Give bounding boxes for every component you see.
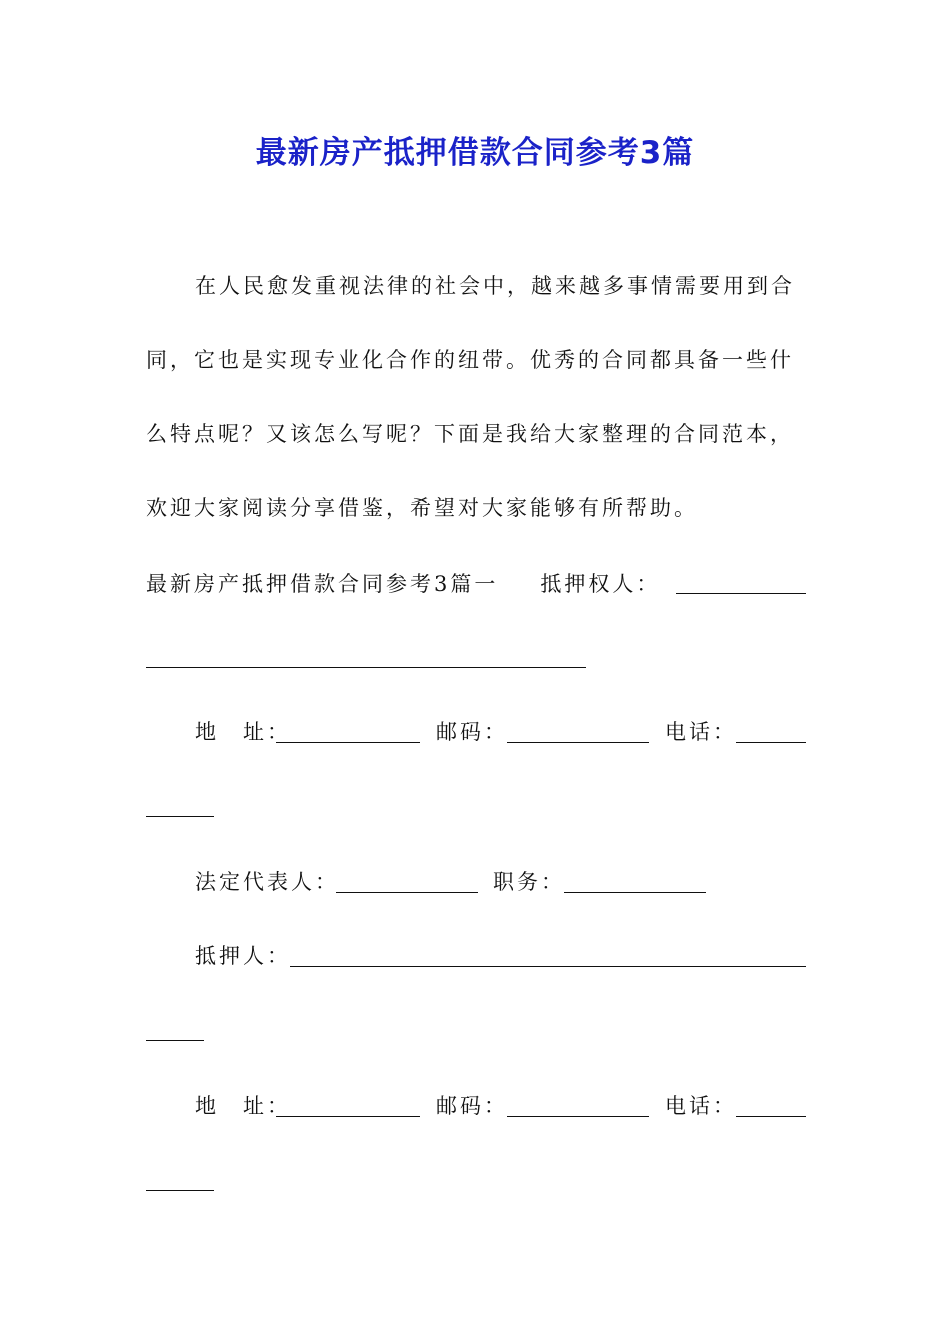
mortgagor-phone-blank[interactable] [736, 1116, 806, 1117]
mortgagee-phone-blank[interactable] [736, 742, 806, 743]
mortgagor-phone-label: 电话： [665, 1094, 737, 1118]
intro-line-4: 欢迎大家阅读分享借鉴，希望对大家能够有所帮助。 [146, 496, 698, 520]
mortgagor-blank[interactable] [290, 966, 806, 967]
mortgagee-postcode-blank[interactable] [507, 742, 649, 743]
phone-label: 电话： [665, 720, 737, 744]
intro-line-2: 同，它也是实现专业化合作的纽带。优秀的合同都具备一些什 [146, 348, 794, 372]
section-heading: 最新房产抵押借款合同参考3篇一 [146, 572, 499, 596]
section-heading-row [146, 568, 660, 600]
mortgagor-address-blank[interactable] [276, 1116, 420, 1117]
address-label: 地 址： [195, 720, 291, 744]
mortgagee-blank[interactable] [676, 593, 806, 594]
intro-line-3: 么特点呢？又该怎么写呢？下面是我给大家整理的合同范本， [146, 422, 794, 446]
mortgagee-address-blank[interactable] [276, 742, 420, 743]
document-title: 最新房产抵押借款合同参考3篇 [255, 135, 695, 171]
mortgagee-blank-continued[interactable] [146, 667, 586, 668]
mortgagor-address-label: 地 址： [195, 1094, 291, 1118]
mortgagor-postcode-blank[interactable] [507, 1116, 649, 1117]
mortgagor-phone-blank-continued[interactable] [146, 1190, 214, 1191]
legal-rep-blank[interactable] [336, 892, 478, 893]
mortgagor-postcode-label: 邮码： [436, 1094, 508, 1118]
mortgagee-address-row [195, 716, 291, 748]
intro-line-1: 在人民愈发重视法律的社会中，越来越多事情需要用到合 [195, 274, 795, 298]
mortgagee-phone-blank-continued[interactable] [146, 816, 214, 817]
position-blank[interactable] [564, 892, 706, 893]
mortgagor-label: 抵押人： [195, 944, 291, 968]
mortgagee-label: 抵押权人： [540, 572, 661, 596]
mortgagor-blank-continued[interactable] [146, 1040, 204, 1041]
position-label: 职务： [493, 870, 565, 894]
legal-rep-label: 法定代表人： [195, 870, 339, 894]
postcode-label: 邮码： [436, 720, 508, 744]
